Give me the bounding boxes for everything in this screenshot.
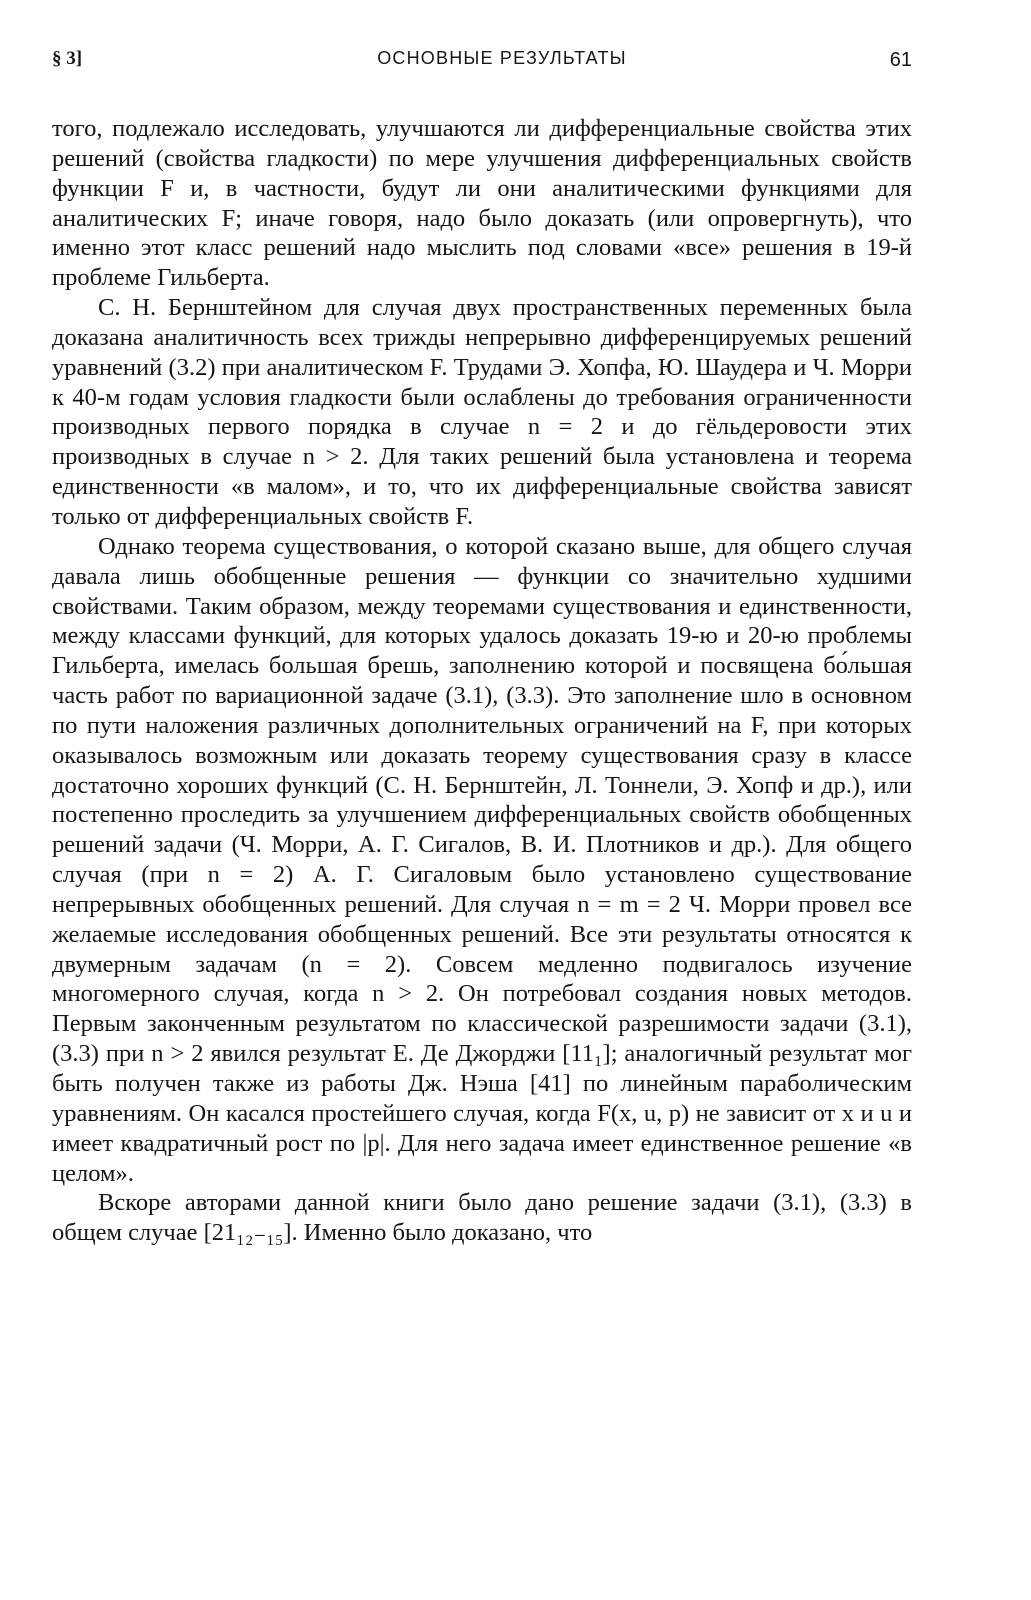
book-page [52, 40, 912, 1248]
paragraph-3: Однако теорема существования, о которой сказано выше, для общего случая давала лишь обобщенные решения — функции со значительно худшими свойствами. Таким образом, между теоремами существования и единственности, между классами функций, для которых удалось доказать 19-ю и 20-ю проблемы Гильберта, имелась большая брешь, заполнению которой и посвящена бо́льшая часть работ по вариационной задаче (3.1), (3.3). Это заполнение шло в основном по пути наложения различных дополнительных ограничений на F, при которых оказывалось возможным или доказать теорему существования сразу в классе достаточно хороших функций (С. Н. Бернштейн, Л. Тоннели, Э. Хопф и др.), или постепенно проследить за улучшением дифференциальных свойств обобщенных решений задачи (Ч. Морри, А. Г. Сигалов, В. И. Плотников и др.). Для общего случая (при n = 2) А. Г. Сигаловым было установлено существование непрерывных обобщенных решений. Для случая n = m = 2 Ч. Морри провел все желаемые исследования обобщенных решений. Все эти результаты относятся к двумерным задачам (n = 2). Совсем медленно подвигалось изучение многомерного случая, когда n > 2. Он потребовал создания новых методов. Первым законченным результатом по классической разрешимости задачи (3.1), (3.3) при n > 2 явился результат Е. Де Джорджи [11₁]; аналогичный результат мог быть получен также из работы Дж. Нэша [41] по линейным параболическим уравнениям. Он касался простейшего случая, когда F(x, u, p) не зависит от x и u и имеет квадратичный рост по |p|. Для него задача имеет единственное решение «в целом». [52, 532, 912, 1187]
section-marker: § 3] [52, 48, 83, 69]
body-text [52, 114, 912, 1248]
page-number: 61 [889, 49, 912, 71]
paragraph-2: С. Н. Бернштейном для случая двух пространственных переменных была доказана аналитичность всех трижды непрерывно дифференцируемых решений уравнений (3.2) при аналитическом F. Трудами Э. Хопфа, Ю. Шаудера и Ч. Морри к 40-м годам условия гладкости были ослаблены до требования ограниченности производных первого порядка в случае n = 2 и до гёльдеровости этих производных в случае n > 2. Для таких решений была установлена и теорема единственности «в малом», и то, что их дифференциальные свойства зависят только от дифференциальных свойств F. [52, 294, 912, 530]
running-title: ОСНОВНЫЕ РЕЗУЛЬТАТЫ [377, 48, 627, 68]
running-head [52, 40, 912, 80]
paragraph-1: того, подлежало исследовать, улучшаются ли дифференциальные свойства этих решений (свойства гладкости) по мере улучшения дифференциальных свойств функции F и, в частности, будут ли они аналитическими функциями для аналитических F; иначе говоря, надо было доказать (или опровергнуть), что именно этот класс решений надо мыслить под словами «все» решения в 19-й проблеме Гильберта. [52, 115, 912, 292]
paragraph-4: Вскоре авторами данной книги было дано решение задачи (3.1), (3.3) в общем случае [21₁₂₋₁₅]. Именно было доказано, что [52, 1189, 912, 1247]
